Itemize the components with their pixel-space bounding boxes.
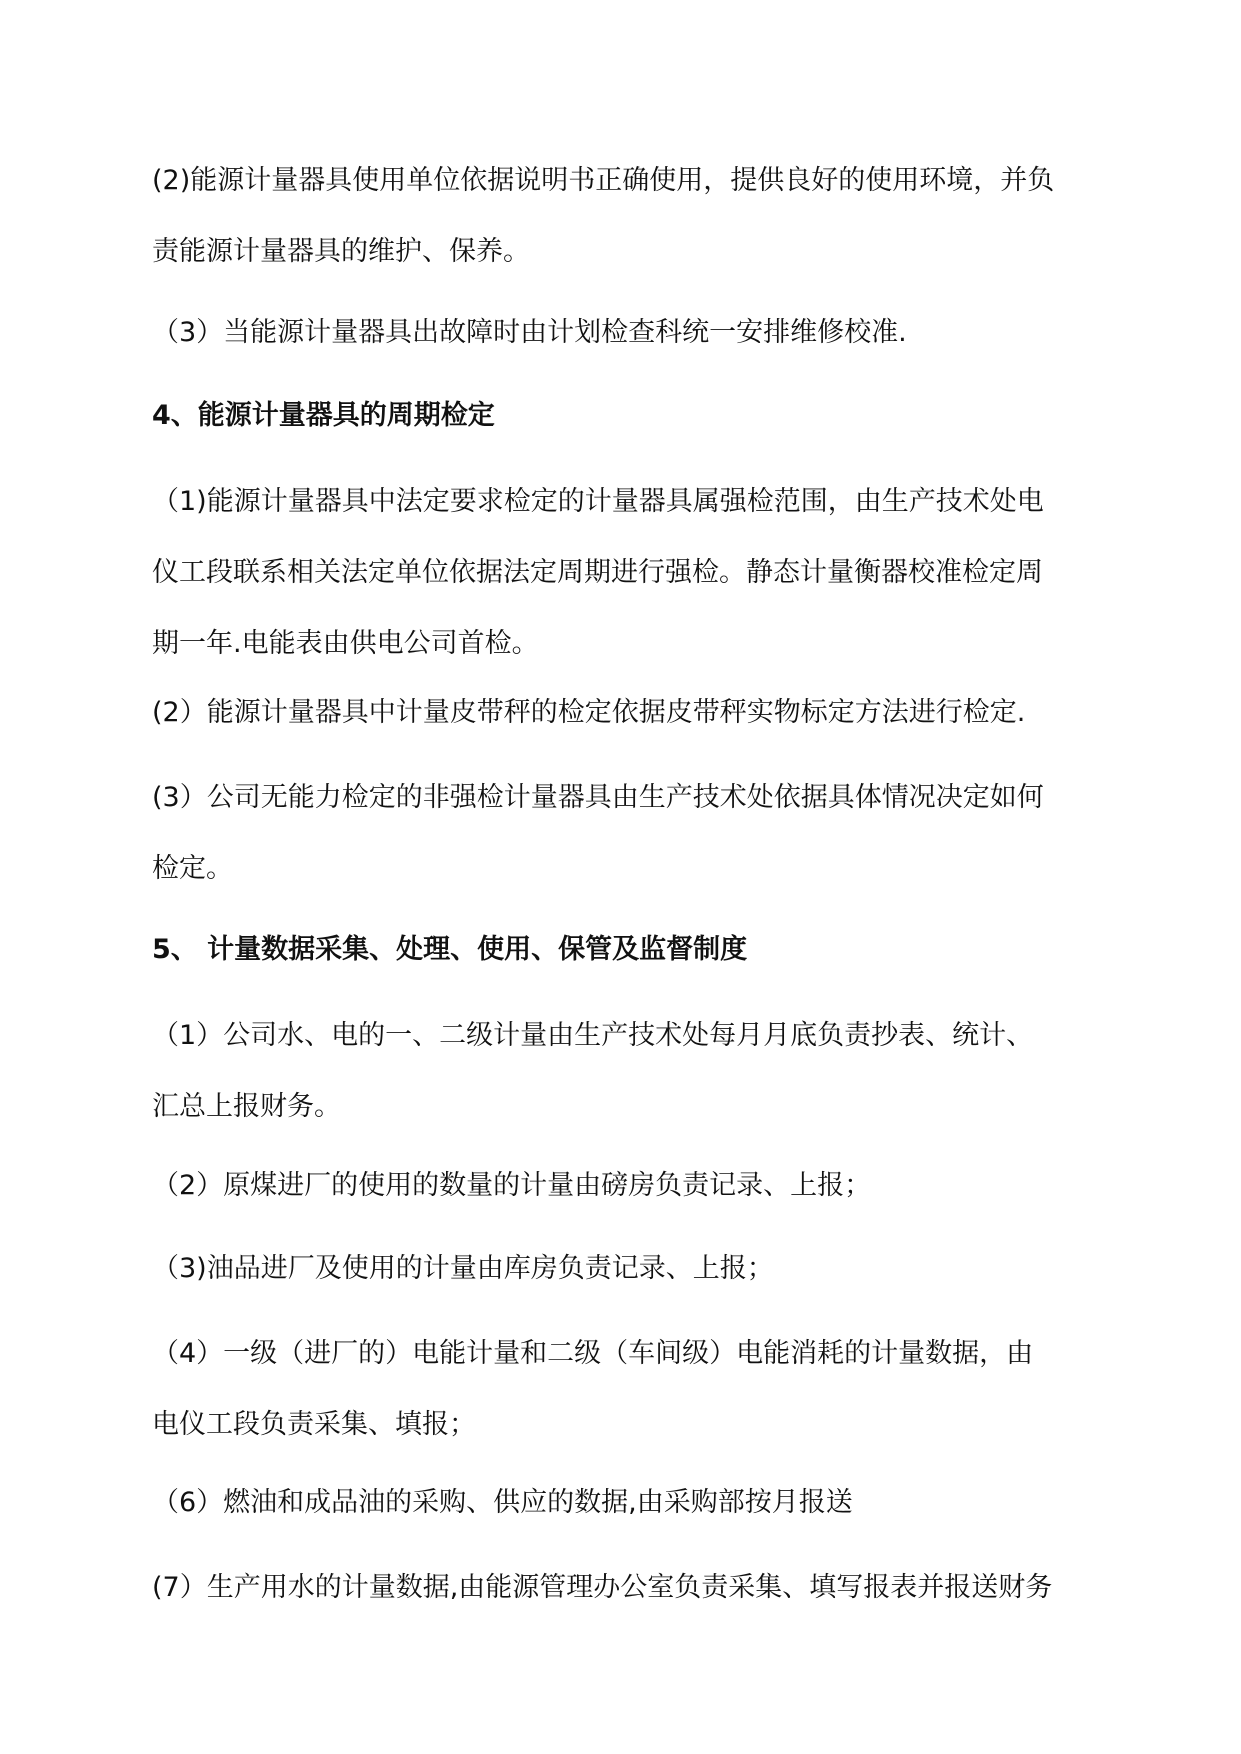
paragraph-5-1-water-electricity: [152, 1000, 1104, 1142]
text-line: 仪工段联系相关法定单位依据法定周期进行强检。静态计量衡器校准检定周: [152, 557, 1043, 588]
paragraph-5-3-oil: [152, 1233, 1104, 1304]
text-line: (2)能源计量器具使用单位依据说明书正确使用，提供良好的使用环境，并负: [152, 165, 1055, 196]
heading-text: 5、 计量数据采集、处理、使用、保管及监督制度: [152, 934, 748, 965]
heading-text: 4、能源计量器具的周期检定: [152, 400, 495, 431]
text-line: 期一年.电能表由供电公司首检。: [152, 628, 539, 659]
paragraph-4-1-mandatory: [152, 466, 1104, 679]
text-line: 责能源计量器具的维护、保养。: [152, 236, 530, 267]
paragraph-5-7-production-water: [152, 1552, 1104, 1623]
text-line: (2）能源计量器具中计量皮带秤的检定依据皮带秤实物标定方法进行检定.: [152, 697, 1026, 728]
text-line: (7）生产用水的计量数据,由能源管理办公室负责采集、填写报表并报送财务: [152, 1572, 1053, 1603]
paragraph-2-usage: [152, 145, 1104, 287]
paragraph-4-2-belt-scale: [152, 677, 1104, 748]
text-line: （3)油品进厂及使用的计量由库房负责记录、上报；: [152, 1253, 774, 1284]
paragraph-4-3-non-mandatory: [152, 762, 1104, 904]
text-line: （3）当能源计量器具出故障时由计划检查科统一安排维修校准.: [152, 317, 907, 348]
text-line: （6）燃油和成品油的采购、供应的数据,由采购部按月报送: [152, 1487, 853, 1518]
paragraph-5-2-coal: [152, 1150, 1104, 1221]
paragraph-5-4-electric-energy: [152, 1318, 1104, 1460]
text-line: 电仪工段负责采集、填报；: [152, 1409, 476, 1440]
section-heading-4: [152, 380, 1104, 451]
text-line: 汇总上报财务。: [152, 1091, 341, 1122]
text-line: (3）公司无能力检定的非强检计量器具由生产技术处依据具体情况决定如何: [152, 782, 1044, 813]
section-heading-5: [152, 914, 1104, 985]
text-line: （1)能源计量器具中法定要求检定的计量器具属强检范围，由生产技术处电: [152, 486, 1044, 517]
text-line: （4）一级（进厂的）电能计量和二级（车间级）电能消耗的计量数据，由: [152, 1338, 1034, 1369]
text-line: （1）公司水、电的一、二级计量由生产技术处每月月底负责抄表、统计、: [152, 1020, 1034, 1051]
paragraph-3-repair: [152, 297, 1104, 368]
text-line: 检定。: [152, 853, 233, 884]
text-line: （2）原煤进厂的使用的数量的计量由磅房负责记录、上报；: [152, 1170, 872, 1201]
paragraph-5-6-fuel-oil: [152, 1467, 1104, 1538]
